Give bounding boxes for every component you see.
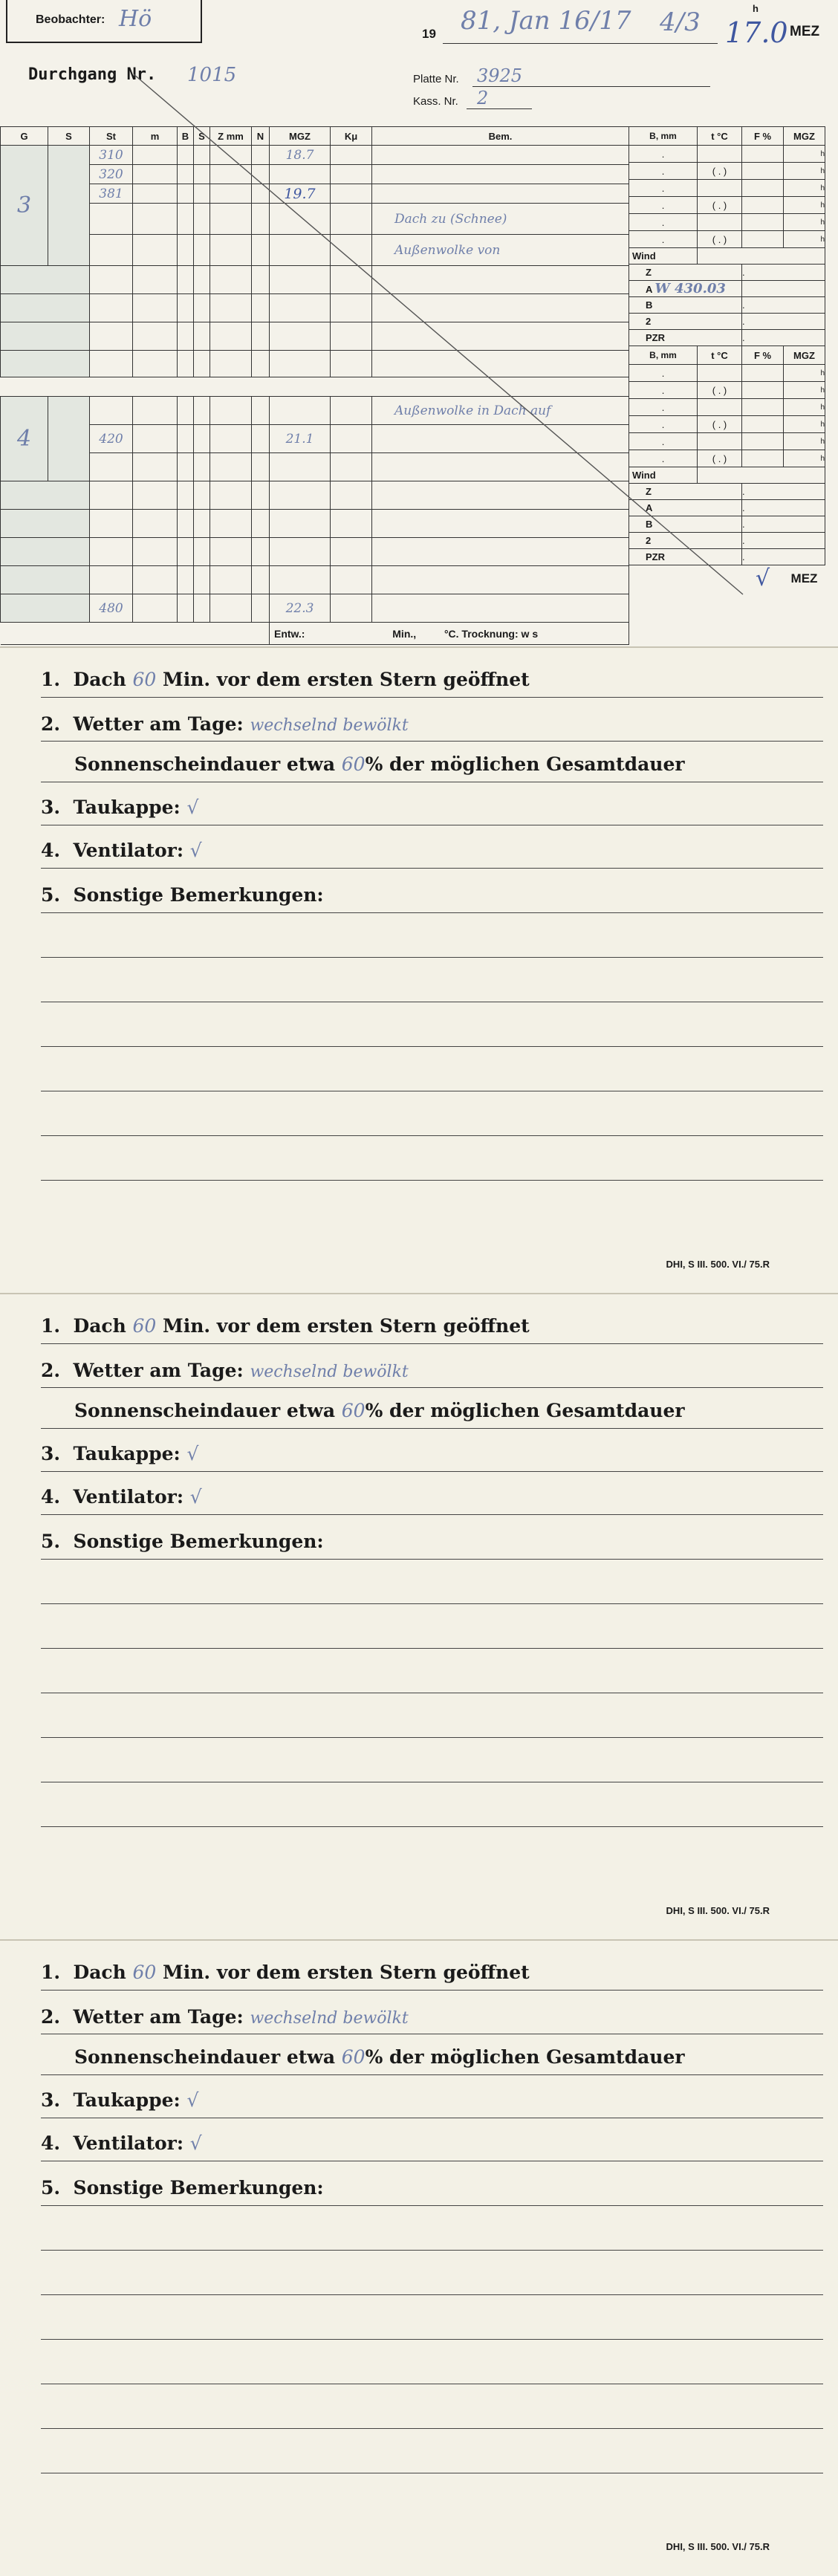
cassette-value[interactable]: 2: [477, 88, 489, 108]
remarks-card: [0, 1293, 838, 1941]
q2-weather: 2. Wetter am Tage: wechselnd bewölkt: [41, 1360, 409, 1381]
date-mark: 4/3: [660, 7, 701, 37]
weather-header: F %: [742, 127, 784, 146]
wind-row: B: [629, 297, 742, 314]
bem-cell[interactable]: Außenwolke von: [372, 235, 629, 266]
mez-label: MEZ: [790, 24, 820, 39]
st-cell[interactable]: 381: [90, 184, 133, 204]
form-code: DHI, S III. 500. VI./ 75.R: [666, 2541, 770, 2552]
weather-header: B, mm: [629, 127, 698, 146]
col-header: Z mm: [210, 127, 252, 146]
bem-cell[interactable]: Dach zu (Schnee): [372, 204, 629, 235]
remarks-card: [0, 646, 838, 1294]
wind-label: Wind: [629, 248, 698, 265]
st-cell[interactable]: 310: [90, 146, 133, 165]
col-header: Kμ: [331, 127, 372, 146]
observer-value[interactable]: Hö: [119, 6, 152, 32]
col-header: MGZ: [270, 127, 331, 146]
sunshine-line: Sonnenscheindauer etwa 60% der möglichen Gesamtdauer: [74, 1400, 685, 1421]
wind-row: PZR: [629, 330, 742, 346]
observer-label: Beobachter:: [36, 13, 105, 26]
q3-dewcap: 3. Taukappe: √: [41, 1443, 199, 1464]
mgz-cell[interactable]: 19.7: [270, 184, 331, 204]
col-header: B: [178, 127, 194, 146]
observation-log-form: [0, 0, 838, 646]
wind-row: Z: [629, 484, 742, 500]
weather-table: B, mm t °C F % MGZ . h . ( . ) h . h . ( . ) h . h . ( . ) h Wind Z . A W 430.03 B . 2 . PZR . B, mm t °C F % MGZ . h . ( . ) h . h . ( . ) h . h . ( . ) h Wind Z . A . B . 2 . PZR . √ MEZ: [628, 126, 825, 591]
col-header: N: [252, 127, 270, 146]
wind-a-value[interactable]: W 430.03: [655, 281, 726, 296]
remarks-card: [0, 1939, 838, 2576]
weather-header: MGZ: [784, 346, 825, 365]
hour-superscript: h: [753, 3, 759, 14]
col-header: G: [1, 127, 48, 146]
q1-roof: 1. Dach 60 Min. vor dem ersten Stern geöffnet: [41, 1962, 530, 1983]
col-header: Bem.: [372, 127, 629, 146]
wind-row: B: [629, 516, 742, 533]
bem-cell[interactable]: Außenwolke in Dach auf: [372, 397, 629, 425]
pass-label: Durchgang Nr.: [28, 65, 157, 84]
weather-header: F %: [742, 346, 784, 365]
g-cell: 3: [1, 146, 48, 266]
form-code: DHI, S III. 500. VI./ 75.R: [666, 1259, 770, 1270]
footer-mez: MEZ: [790, 571, 818, 585]
q5-remarks: 5. Sonstige Bemerkungen:: [41, 2177, 324, 2199]
q4-fan: 4. Ventilator: √: [41, 2132, 202, 2154]
wind-row: 2: [629, 314, 742, 330]
form-code: DHI, S III. 500. VI./ 75.R: [666, 1905, 770, 1916]
st-cell[interactable]: 420: [90, 425, 133, 453]
weather-header: t °C: [698, 127, 742, 146]
q4-fan: 4. Ventilator: √: [41, 840, 202, 861]
wind-row: A: [629, 500, 742, 516]
q1-roof: 1. Dach 60 Min. vor dem ersten Stern geöffnet: [41, 669, 530, 690]
plate-label: Platte Nr.: [413, 73, 459, 85]
min-label: Min.,: [392, 627, 417, 640]
cassette-label: Kass. Nr.: [413, 95, 458, 108]
mgz-cell[interactable]: 18.7: [270, 146, 331, 165]
st-cell[interactable]: 480: [90, 594, 133, 623]
diagonal-strike-line: [0, 0, 838, 646]
q2-weather: 2. Wetter am Tage: wechselnd bewölkt: [41, 713, 409, 735]
wind-row: PZR: [629, 549, 742, 565]
q2-weather: 2. Wetter am Tage: wechselnd bewölkt: [41, 2006, 409, 2028]
wind-row: 2: [629, 533, 742, 549]
mgz-cell[interactable]: 22.3: [270, 594, 331, 623]
q5-remarks: 5. Sonstige Bemerkungen:: [41, 1531, 324, 1552]
entw-label: Entw.:: [274, 627, 305, 640]
year-prefix: 19: [422, 27, 436, 41]
trocknung-label: °C. Trocknung: w s: [444, 627, 539, 640]
col-header: S: [194, 127, 210, 146]
g-cell: 4: [1, 397, 48, 481]
wind-row: A: [646, 284, 652, 295]
weather-header: B, mm: [629, 346, 698, 365]
col-header: S: [48, 127, 90, 146]
pass-value[interactable]: 1015: [187, 64, 237, 86]
col-header: m: [133, 127, 178, 146]
q4-fan: 4. Ventilator: √: [41, 1486, 202, 1508]
st-cell[interactable]: 320: [90, 165, 133, 184]
sunshine-line: Sonnenscheindauer etwa 60% der möglichen Gesamtdauer: [74, 753, 685, 775]
wind-label: Wind: [629, 467, 698, 484]
col-header: St: [90, 127, 133, 146]
plate-value[interactable]: 3925: [477, 65, 523, 86]
wind-row: Z: [629, 265, 742, 281]
mgz-cell[interactable]: 21.1: [270, 425, 331, 453]
q3-dewcap: 3. Taukappe: √: [41, 2089, 199, 2111]
weather-header: MGZ: [784, 127, 825, 146]
sunshine-line: Sonnenscheindauer etwa 60% der möglichen Gesamtdauer: [74, 2046, 685, 2068]
date-value[interactable]: 81, Jan 16/17: [461, 6, 631, 36]
hour-value[interactable]: 17.0: [725, 16, 788, 49]
q1-roof: 1. Dach 60 Min. vor dem ersten Stern geöffnet: [41, 1315, 530, 1337]
check-mark: √: [755, 565, 770, 591]
q5-remarks: 5. Sonstige Bemerkungen:: [41, 884, 324, 906]
weather-header: t °C: [698, 346, 742, 365]
q3-dewcap: 3. Taukappe: √: [41, 797, 199, 818]
